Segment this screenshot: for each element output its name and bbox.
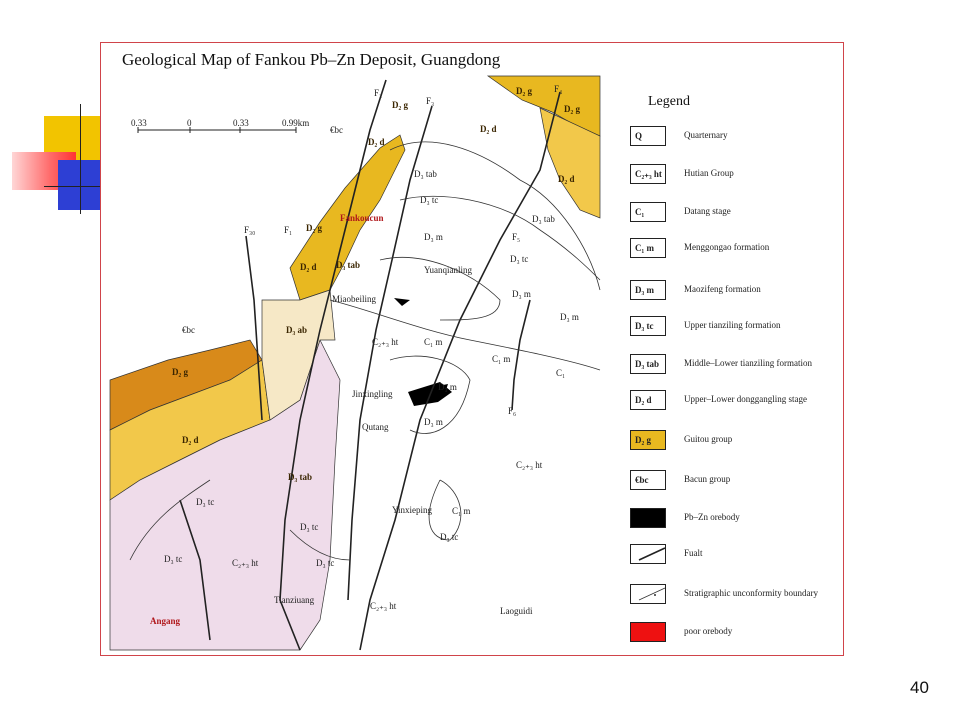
legend-symbol <box>630 508 666 528</box>
page-number: 40 <box>910 678 929 697</box>
place-yuanqianling: Yuanqianling <box>424 265 472 275</box>
unit-c1m-s: C₁ m <box>452 506 471 516</box>
legend-label: Upper tianziling formation <box>684 320 781 330</box>
unit-d3tab-e: D₃ tab <box>532 214 555 224</box>
unit-d3m-e: D₃ m <box>512 289 531 299</box>
legend-item-upper-tianziling <box>630 316 840 338</box>
unit-c1m-c: C₁ m <box>424 337 443 347</box>
legend-label: Stratigraphic unconformity boundary <box>684 588 818 598</box>
legend-item-poor-orebody <box>630 622 840 644</box>
legend-symbol: D₃ tab <box>630 354 666 374</box>
scale-tick-4: 0.99km <box>282 118 310 128</box>
legend-symbol: D₃ m <box>630 280 666 300</box>
fault-f6: F₆ <box>508 406 517 416</box>
legend-item-guitou <box>630 430 840 452</box>
unit-d2d-e: D₂ d <box>558 174 575 184</box>
unit-d2d-n: D₂ d <box>480 124 497 134</box>
legend-label: Guitou group <box>684 434 733 444</box>
unit-c1m-e: C₁ m <box>492 354 511 364</box>
fault-line-icon <box>635 545 669 563</box>
unit-d3m-c2: D₃ m <box>424 417 443 427</box>
legend-symbol <box>630 584 666 604</box>
place-laoguidi: Laoguidi <box>500 606 533 616</box>
unit-d2g-west: D₂ g <box>172 367 188 377</box>
legend-label: poor orebody <box>684 626 733 636</box>
unit-c1-e: C₁ <box>556 368 566 378</box>
legend-label: Maozifeng formation <box>684 284 761 294</box>
unit-d3tc-se: D₃ tc <box>440 532 459 542</box>
scale-tick-1: 0.33 <box>131 118 147 128</box>
scale-tick-3: 0.33 <box>233 118 249 128</box>
place-tianziuang: Tianziuang <box>274 595 315 605</box>
fault-f1: F₁ <box>284 225 293 235</box>
unit-d3tc-sw: D₃ tc <box>164 554 183 564</box>
unit-c23ht-s: C₂₊₃ ht <box>232 558 259 568</box>
unit-d2d-west: D₂ d <box>182 435 199 445</box>
unit-d3tc-s2: D₃ tc <box>316 558 335 568</box>
unit-d3m-n: D₃ m <box>424 232 443 242</box>
unit-c23ht-c: C₂₊₃ ht <box>372 337 399 347</box>
unit-d3tc-s: D₃ tc <box>300 522 319 532</box>
place-angang: Angang <box>150 616 181 626</box>
legend-label: Menggongao formation <box>684 242 770 252</box>
legend-item-maozifeng <box>630 280 840 302</box>
legend-symbol: D₂ g <box>630 430 666 450</box>
fault-f30: F₃₀ <box>244 225 256 235</box>
unit-c23ht-e: C₂₊₃ ht <box>516 460 543 470</box>
legend-title: Legend <box>648 94 690 109</box>
legend-label: Quarternary <box>684 130 728 140</box>
map-title: Geological Map of Fankou Pb–Zn Deposit, Guangdong <box>122 50 501 69</box>
legend-label: Upper–Lower donggangling stage <box>684 394 807 404</box>
legend-symbol <box>630 622 666 642</box>
fault-f4: F₄ <box>554 84 563 94</box>
unit-d2g-e: D₂ g <box>564 104 580 114</box>
place-miaobeiling: Miaobeiling <box>332 294 376 304</box>
unit-d2g-central: D₂ g <box>306 223 322 233</box>
unit-d3tc-e: D₃ tc <box>510 254 529 264</box>
unit-d2d-c: D₂ d <box>368 137 385 147</box>
unit-d3tab-n: D₃ tab <box>414 169 437 179</box>
fault-f2: F₂ <box>374 88 383 98</box>
legend-symbol: D₃ tc <box>630 316 666 336</box>
legend-symbol: C₁ <box>630 202 666 222</box>
fault-f5: F₅ <box>512 232 521 242</box>
legend-symbol: C₁ m <box>630 238 666 258</box>
unit-ebc-n: €bc <box>330 125 343 135</box>
legend-label: Hutian Group <box>684 168 734 178</box>
unconformity-line-icon <box>635 585 669 603</box>
unit-d2d-central: D₂ d <box>300 262 317 272</box>
legend-label: Middle–Lower tianziling formation <box>684 358 812 368</box>
scale-bar <box>138 127 296 133</box>
legend-item-donggangling <box>630 390 840 412</box>
orebody-miaobeiling <box>394 298 410 306</box>
fault-f3: F₃ <box>426 96 435 106</box>
legend-item-quarternary <box>630 126 840 148</box>
legend-label: Bacun group <box>684 474 731 484</box>
place-jinxingling: Jinxingling <box>352 389 393 399</box>
unit-ebc-w: €bc <box>182 325 195 335</box>
unit-d3m-e2: D₃ m <box>560 312 579 322</box>
legend-label: Pb–Zn orebody <box>684 512 740 522</box>
legend-item-hutian <box>630 164 840 186</box>
legend-symbol: C₂₊₃ ht <box>630 164 666 184</box>
legend-label: Fualt <box>684 548 703 558</box>
legend-symbol <box>630 544 666 564</box>
unit-d2g-north: D₂ g <box>392 100 408 110</box>
legend-symbol: Q <box>630 126 666 146</box>
unit-d3tc-n: D₃ tc <box>420 195 439 205</box>
unit-d3tc-w: D₃ tc <box>196 497 215 507</box>
legend-item-unconformity <box>630 584 840 606</box>
unit-d3m-c: D₃ m <box>438 382 457 392</box>
legend-symbol: €bc <box>630 470 666 490</box>
legend-item-fault <box>630 544 840 566</box>
place-yinxieping: Yinxieping <box>392 505 432 515</box>
unit-d3ab: D₃ ab <box>286 325 307 335</box>
legend-item-menggongao <box>630 238 840 260</box>
legend-label: Datang stage <box>684 206 731 216</box>
unit-c23ht-s2: C₂₊₃ ht <box>370 601 397 611</box>
legend-item-middle-lower-tianziling <box>630 354 840 376</box>
legend-symbol: D₂ d <box>630 390 666 410</box>
legend-item-datang <box>630 202 840 224</box>
place-qutang: Qutang <box>362 422 389 432</box>
unit-d3tab-central: D₃ tab <box>336 260 360 270</box>
place-fankoucun: Fankoucun <box>340 213 384 223</box>
unit-d3tab-s: D₃ tab <box>288 472 312 482</box>
unit-d2g-ne: D₂ g <box>516 86 532 96</box>
legend-item-bacun <box>630 470 840 492</box>
scale-tick-2: 0 <box>187 118 192 128</box>
legend-item-pbzn-orebody <box>630 508 840 530</box>
